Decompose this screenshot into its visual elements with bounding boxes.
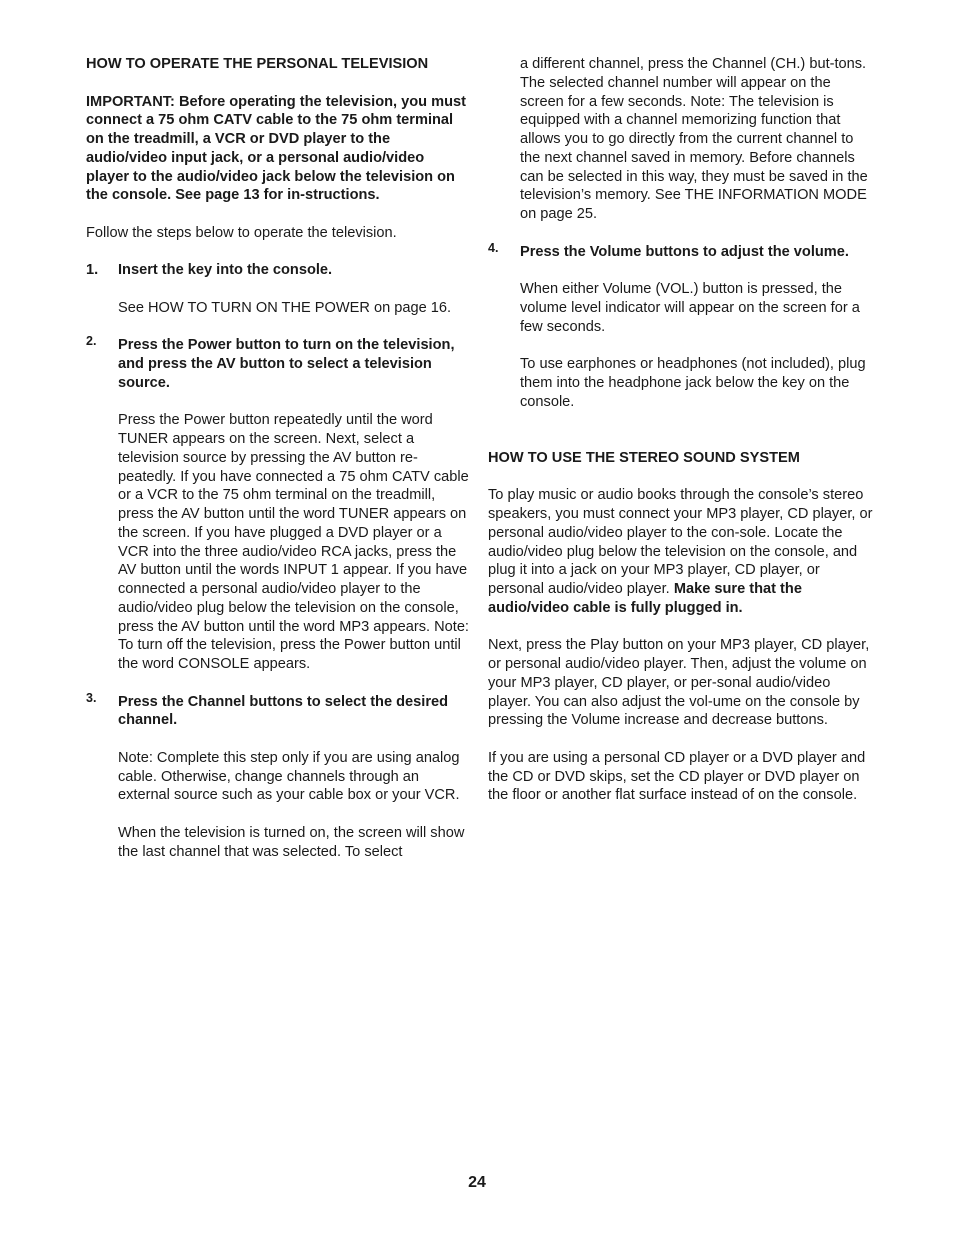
step-3	[86, 690, 471, 731]
step-number: 1.	[86, 262, 99, 279]
section-heading-television: HOW TO OPERATE THE PERSONAL TELEVISION	[86, 56, 429, 72]
step-note: Note: Complete this step only if you are using analog cable. Otherwise, change channels through an external source such as your cable box or your VCR.	[118, 749, 460, 804]
step-title: Insert the key into the console.	[118, 262, 333, 279]
step-number: 4.	[488, 240, 499, 255]
step-1	[86, 261, 471, 280]
stereo-paragraph-2: Next, press the Play button on your MP3 player, CD player, or personal audio/video player. Then, adjust the volume on your MP3 player, CD player, or per-sonal audio/video player. You can also adjust the vol-ume on the console by pressing the Volume increase and decrease buttons.	[488, 637, 870, 729]
step-number: 3.	[86, 690, 97, 705]
stereo-paragraph-1-bold: Make sure that the audio/video cable is fully plugged in.	[488, 581, 802, 616]
step-body: Press the Power button repeatedly until the word TUNER appears on the screen. Next, select a television source by pressing the AV button re-peatedly. If you have connected a 75 ohm CATV cable or a VCR to the 75 ohm terminal on the treadmill, press the AV button until the word TUNER appears on the screen. If you have plugged a DVD player or a VCR into the three audio/video RCA jacks, press the AV button until the words INPUT 1 appear. If you have connected a personal audio/video player to the audio/video plug below the television on the console, press the AV button until the word MP3 appears. Note: To turn off the television, press the Power button until the word CONSOLE appears.	[118, 412, 469, 672]
section-heading-stereo: HOW TO USE THE STEREO SOUND SYSTEM	[488, 449, 800, 466]
step-body-headphones: To use earphones or headphones (not included), plug them into the headphone jack below the key on the console.	[520, 356, 866, 410]
stereo-paragraph-1-text: To play music or audio books through the console’s stereo speakers, you must connect your MP3 player, CD player, or personal audio/video player to the con-sole. Locate the audio/video plug below the television on the console, and plug it into a jack on your MP3 player, CD player, or personal audio/video player.	[488, 487, 873, 597]
intro-text: Follow the steps below to operate the television.	[86, 224, 397, 241]
step-body: When the television is turned on, the screen will show the last channel that was selected. To select	[118, 824, 465, 860]
left-column	[86, 55, 471, 880]
page-number: 24	[468, 1174, 486, 1191]
step-title: Press the Volume buttons to adjust the volume.	[520, 243, 849, 260]
step-4	[488, 240, 873, 262]
step-body-continued: a different channel, press the Channel (CH.) but-tons. The selected channel number will appear on the screen for a few seconds. Note: The television is equipped with a channel memorizing function that allows you to go directly from the current channel to the next channel saved in memory. Before channels can be selected in this way, they must be saved in the television’s memory. See THE INFORMATION MODE on page 25.	[520, 56, 868, 222]
step-2	[86, 336, 471, 392]
important-notice: IMPORTANT: Before operating the television, you must connect a 75 ohm CATV cable to the 75 ohm terminal on the treadmill, a VCR or DVD player to the audio/video input jack, or a personal audio/video player to the audio/video jack below the television on the console. See page 13 for in-structions.	[86, 93, 467, 204]
step-body: When either Volume (VOL.) button is pressed, the volume level indicator will appear on the screen for a few seconds.	[520, 281, 860, 335]
step-title: Press the Power button to turn on the television, and press the AV button to select a television source.	[118, 337, 455, 391]
step-body: See HOW TO TURN ON THE POWER on page 16.	[118, 299, 452, 316]
step-number: 2.	[86, 334, 97, 349]
step-title: Press the Channel buttons to select the desired channel.	[118, 693, 449, 729]
right-column	[488, 55, 873, 824]
stereo-paragraph-3: If you are using a personal CD player or a DVD player and the CD or DVD skips, set the CD player or DVD player on the floor or another flat surface instead of on the console.	[488, 749, 866, 804]
stereo-paragraph-1	[488, 486, 873, 617]
